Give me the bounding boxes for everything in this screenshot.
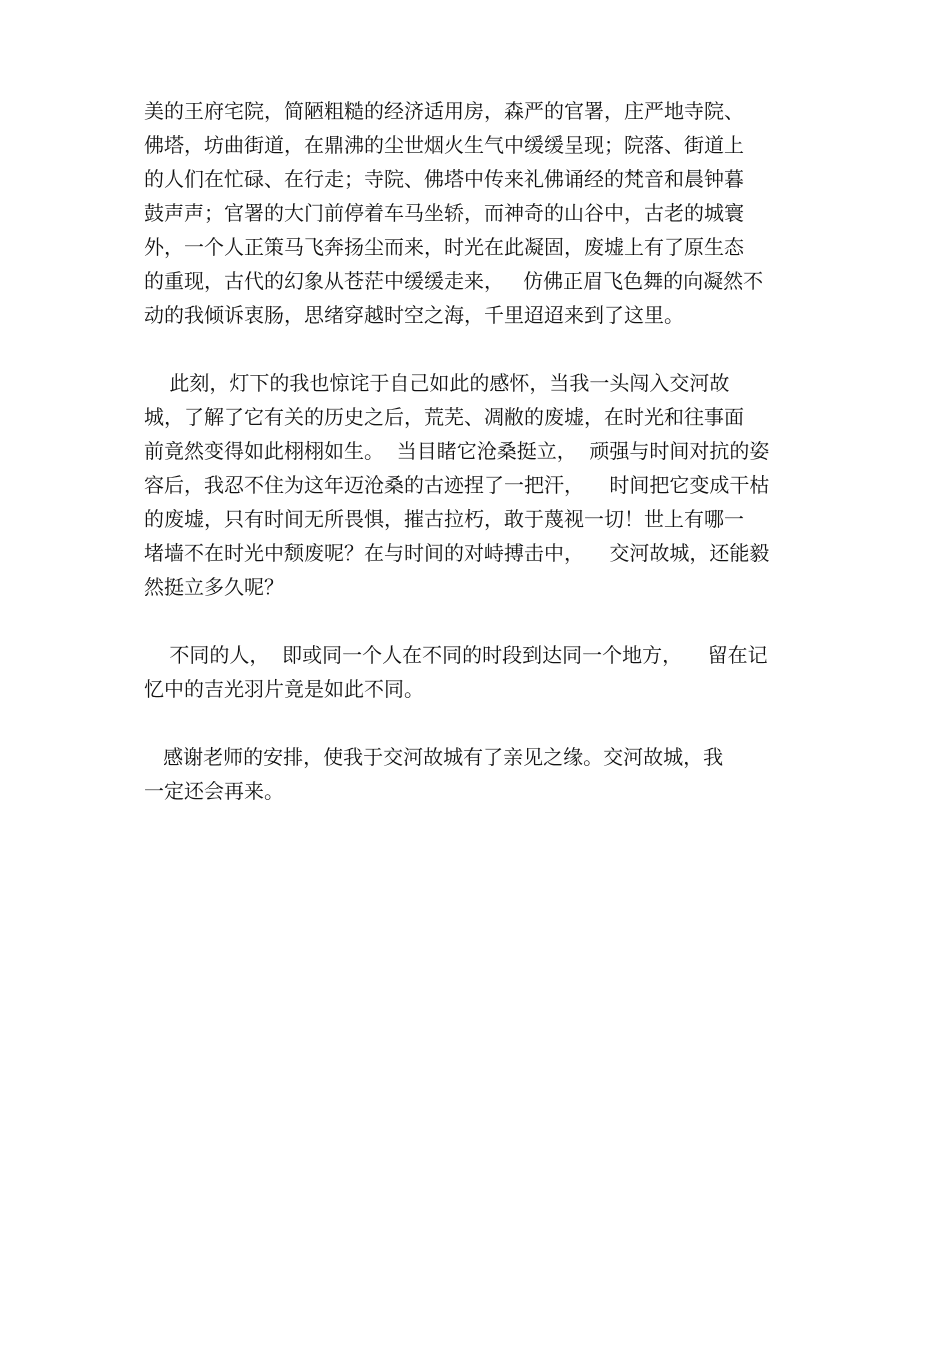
text-line: 然挺立多久呢？ xyxy=(144,575,284,599)
text-line: 堵墙不在时光中颓废呢？在与时间的对峙搏击中， 交河故城，还能毅 xyxy=(144,541,770,565)
text-line: 容后，我忍不住为这年迈沧桑的古迹捏了一把汗， 时间把它变成干枯 xyxy=(144,473,770,497)
text-line: 鼓声声；官署的大门前停着车马坐轿，而神奇的山谷中，古老的城寰 xyxy=(144,201,744,225)
paragraph-spacer xyxy=(144,706,824,740)
paragraph-3 xyxy=(144,638,824,706)
text-line: 的废墟，只有时间无所畏惧，摧古拉朽，敢于蔑视一切！世上有哪一 xyxy=(144,507,744,531)
text-line: 的人们在忙碌、在行走；寺院、佛塔中传来礼佛诵经的梵音和晨钟暮 xyxy=(144,167,744,191)
body-text xyxy=(144,94,824,808)
text-line: 佛塔，坊曲街道，在鼎沸的尘世烟火生气中缓缓呈现；院落、街道上 xyxy=(144,133,744,157)
text-line: 外，一个人正策马飞奔扬尘而来，时光在此凝固，废墟上有了原生态 xyxy=(144,235,744,259)
text-line: 动的我倾诉衷肠，思绪穿越时空之海，千里迢迢来到了这里。 xyxy=(144,303,684,327)
paragraph-1 xyxy=(144,94,824,332)
paragraph-2 xyxy=(144,366,824,604)
text-line: 一定还会再来。 xyxy=(144,779,284,803)
paragraph-spacer xyxy=(144,604,824,638)
text-line: 城，了解了它有关的历史之后，荒芜、凋敝的废墟，在时光和往事面 xyxy=(144,405,744,429)
text-line: 此刻，灯下的我也惊诧于自己如此的感怀，当我一头闯入交河故 xyxy=(144,371,730,395)
text-line: 前竟然变得如此栩栩如生。 当目睹它沧桑挺立， 顽强与时间对抗的姿 xyxy=(144,439,770,463)
text-line: 的重现，古代的幻象从苍茫中缓缓走来， 仿佛正眉飞色舞的向凝然不 xyxy=(144,269,764,293)
paragraph-spacer xyxy=(144,332,824,366)
paragraph-4 xyxy=(144,740,824,808)
text-line: 忆中的吉光羽片竟是如此不同。 xyxy=(144,677,424,701)
text-line: 不同的人， 即或同一个人在不同的时段到达同一个地方， 留在记 xyxy=(144,643,768,667)
text-line: 美的王府宅院，简陋粗糙的经济适用房，森严的官署，庄严地寺院、 xyxy=(144,99,744,123)
text-line: 感谢老师的安排，使我于交河故城有了亲见之缘。交河故城，我 xyxy=(144,745,724,769)
